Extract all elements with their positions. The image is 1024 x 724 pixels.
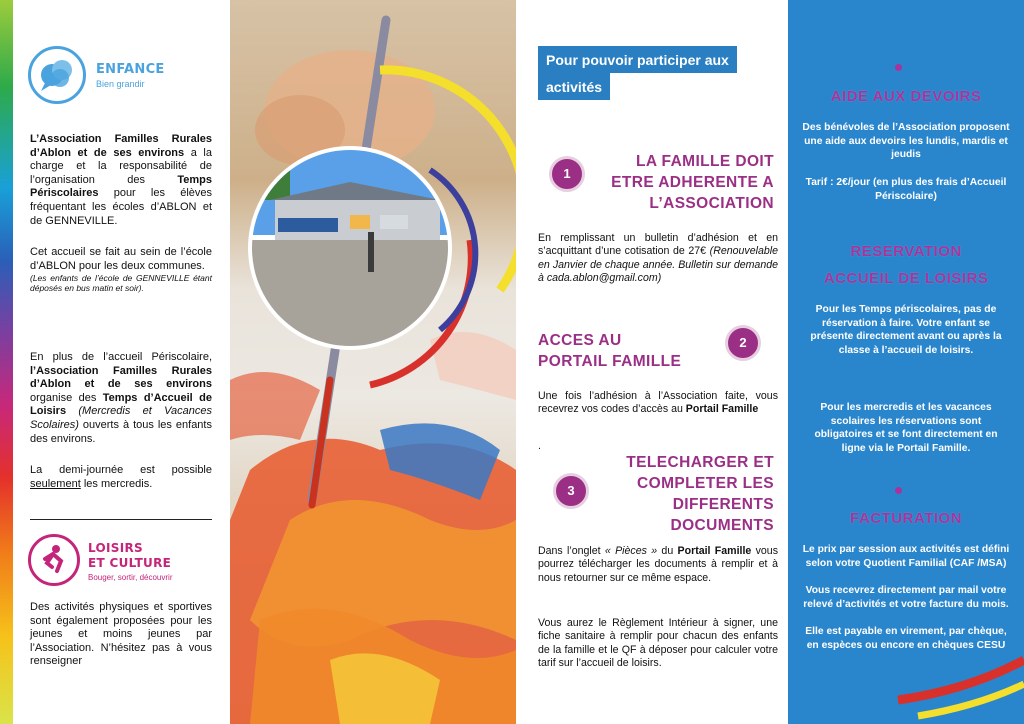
divider	[30, 519, 212, 520]
aide-devoirs-heading: AIDE AUX DEVOIRS	[830, 88, 982, 105]
participation-banner	[538, 46, 774, 100]
step-1-badge: 1	[549, 156, 585, 192]
facturation-text-3: Elle est payable en virement, par chèque, en espèces ou encore en chèques CESU	[805, 626, 1007, 651]
association-name: L’Association Familles Rurales d’Ablon et de ses environs	[30, 133, 212, 159]
step-3-badge: 3	[553, 473, 589, 509]
enfance-subtitle: Bien grandir	[96, 79, 145, 89]
running-figure-icon	[28, 534, 80, 586]
loisirs-title-line2: ET CULTURE	[88, 556, 172, 570]
middle-column	[516, 0, 788, 724]
rainbow-stripe	[0, 0, 13, 724]
reservation-heading-line2: ACCUEIL DE LOISIRS	[823, 270, 989, 287]
intro-paragraph: L’Association Familles Rurales d’Ablon et de ses environs a la charge et la responsabilité de l’organisation des Temps Périscolaires pour les élèves fréquentant les écoles d’ABLON et de GENNEVILLE.	[30, 133, 212, 227]
loisirs-title-line1: LOISIRS	[88, 541, 143, 555]
reservation-heading-line1: RESERVATION	[850, 243, 962, 260]
reservation-text-2: Pour les mercredis et les vacances scolaires les réservations sont obligatoires et se font directement en ligne via le Portail Famille.	[814, 402, 998, 454]
facturation-text-1: Le prix par session aux activités est défini selon votre Quotient Familial (CAF /MSA)	[802, 544, 1010, 569]
step-2-text: Une fois l’adhésion à l’Association faite, vous recevrez vos codes d’accès au Portail Famille	[538, 390, 778, 416]
step-1-text: En remplissant un bulletin d’adhésion et en s’acquittant d’une cotisation de 27€ (Renouvelable en Janvier de chaque année. Bulletin sur demande à cada.ablon@gmail.com)	[538, 232, 778, 285]
left-column	[0, 0, 230, 724]
aide-devoirs-text: Des bénévoles de l’Association proposent une aide aux devoirs les lundis, mardis et jeudis	[802, 122, 1010, 160]
enfance-title: ENFANCE	[96, 62, 165, 77]
aide-devoirs-tarif: Tarif : 2€/jour (en plus des frais d’Accueil Périscolaire)	[805, 177, 1007, 202]
step-3-title: TELECHARGER ET COMPLETER LES DIFFERENTS DOCUMENTS	[626, 454, 774, 534]
facturation-text-2: Vous recevrez directement par mail votre relevé d’activités et votre facture du mois.	[803, 585, 1009, 610]
section-dot	[895, 487, 902, 494]
loisirs-paragraph: En plus de l’accueil Périscolaire, l’Association Familles Rurales d’Ablon et de ses environs organise des Temps d’Accueil de Loisirs (Mercredis et Vacances Scolaires) ouverts à tous les enfants des environs.	[30, 351, 212, 445]
step-2-title: ACCES AU PORTAIL FAMILLE	[538, 332, 682, 370]
enfance-logo	[28, 46, 218, 108]
facturation-heading: FACTURATION	[850, 510, 962, 527]
painting-illustration	[230, 0, 516, 724]
step-3-text-1: Dans l’onglet « Pièces » du Portail Famille vous pourrez télécharger les documents à remplir et à nous retourner sur ce même espace.	[538, 545, 778, 584]
loisirs-logo	[28, 534, 218, 594]
banner-line-2: activités	[538, 73, 610, 100]
speech-bubbles-icon	[28, 46, 86, 104]
section-dot	[895, 64, 902, 71]
bus-note: (Les enfants de l’école de GENNEVILLE étant déposés en bus matin et soir).	[30, 273, 212, 294]
decorative-arcs	[788, 0, 1024, 724]
right-column	[788, 0, 1024, 724]
photo-panel	[230, 0, 516, 724]
step-3-text-2: Vous aurez le Règlement Intérieur à signer, une fiche sanitaire à remplir pour chacun des enfants de la famille et le QF à déposer pour calculer votre tarif sur l’accueil de loisirs.	[538, 617, 778, 670]
location-paragraph: Cet accueil se fait au sein de l’école d’ABLON pour les deux communes. (Les enfants de l’école de GENNEVILLE étant déposés en bus matin et soir).	[30, 246, 212, 294]
loisirs-subtitle: Bouger, sortir, découvrir	[88, 573, 173, 582]
banner-line-1: Pour pouvoir participer aux	[538, 46, 737, 73]
reservation-text-1: Pour les Temps périscolaires, pas de réservation à faire. Votre enfant se présente directement avant ou après la classe à l’accueil de loisirs.	[810, 304, 1002, 356]
step-1-title: LA FAMILLE DOIT ETRE ADHERENTE A L’ASSOCIATION	[611, 153, 774, 212]
half-day-paragraph: La demi-journée est possible seulement les mercredis.	[30, 464, 212, 490]
sports-paragraph: Des activités physiques et sportives sont également proposées pour les jeunes et moins jeunes par l’Association. N’hésitez pas à vous renseigner	[30, 601, 212, 668]
step-2-badge: 2	[725, 325, 761, 361]
step-2-dot: .	[538, 440, 541, 452]
